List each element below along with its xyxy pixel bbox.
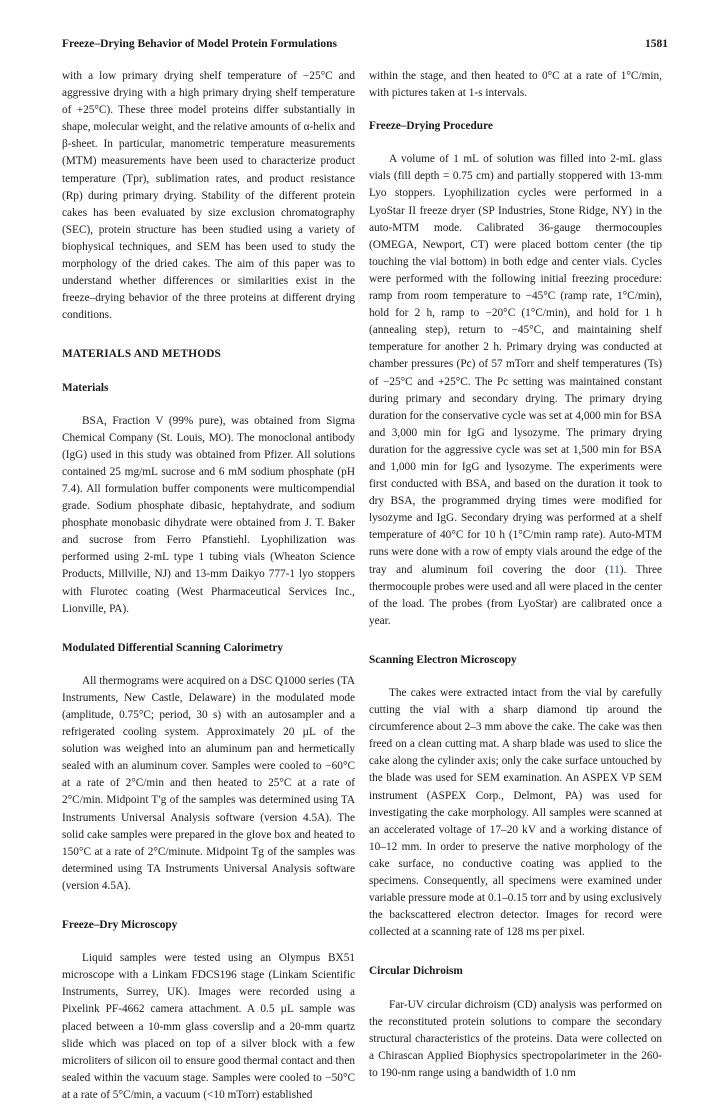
left-column xyxy=(62,68,355,1104)
materials-heading: Materials xyxy=(62,381,109,394)
materials-paragraph: BSA, Fraction V (99% pure), was obtained from Sigma Chemical Company (St. Louis, MO). The monoclonal antibody (IgG) used in this study was obtained from Pfizer. All solutions contained 25 mg/mL sucrose and 6 mM sodium phosphate (pH 7.4). All formulation buffer components were multicompendial grade. Sodium phosphate dibasic, heptahydrate, and sodium phosphate monobasic dihydrate were obtained from J. T. Baker and sucrose from Ferro Pfanstiehl. Lyophilization was performed using 2-mL type 1 tubing vials (Wheaton Science Products, Millville, NJ) and 13-mm Daikyo 777-1 lyo stoppers with Flurotec coating (West Pharmaceutical Services Inc., Lionville, PA). xyxy=(62,414,355,615)
procedure-text-tail: ). Three thermocouple probes were used and all were placed in the center of the load. The probes (from LyoStar) are calibrated once a year. xyxy=(369,563,662,627)
circular-dichroism-heading: Circular Dichroism xyxy=(369,965,463,978)
freeze-drying-procedure-paragraph xyxy=(369,151,662,630)
freeze-drying-procedure-heading: Freeze–Drying Procedure xyxy=(369,120,493,133)
procedure-text: A volume of 1 mL of solution was filled into 2-mL glass vials (fill depth = 0.75 cm) and partially stoppered with 13-mm Lyo stoppers. Lyophilization cycles were performed in a LyoStar II freeze dryer (SP Industries, Stone Ridge, NY) in the auto-MTM mode. Calibrated 36-gauge thermocouples (OMEGA, Newport, CT) were placed bottom center (the tip touching the vial bottom) in both edge and center vials. Cycles were performed with the following initial freezing procedure: ramp from room temperature to −45°C (ramp rate, 1°C/min), hold for 2 h, ramp to −20°C (1°C/min), and hold for 1 h (annealing step), return to −45°C, and maintaining shelf temperature for another 2 h. Primary drying was conducted at chamber pressures (Pc) of 57 mTorr and shelf temperatures (Ts) of −25°C and +25°C. The Pc setting was maintained constant during primary and secondary drying. The primary drying duration for the conservative cycle was set at 4,000 min for BSA and 3,000 min for IgG and lysozyme. The primary drying duration for the aggressive cycle was set at 1,500 min for BSA and 1,000 min for IgG and lysozyme. The experiments were first conducted with BSA, and based on the duration it took to dry BSA, the programmed drying times were modified for lysozyme and IgG. Secondary drying was performed at a shelf temperature of 40°C for 10 h (1°C/min ramp rate). Auto-MTM runs were done with a row of empty vials around the edge of the tray and aluminum foil covering the door ( xyxy=(369,153,663,576)
freeze-dry-microscopy-heading: Freeze–Dry Microscopy xyxy=(62,919,178,932)
freeze-dry-microscopy-continued: within the stage, and then heated to 0°C at a rate of 1°C/min, with pictures taken at 1-s intervals. xyxy=(369,70,662,100)
intro-paragraph: with a low primary drying shelf temperature of −25°C and aggressive drying with a high primary drying shelf temperature of +25°C). These three model proteins differ substantially in shape, molecular weight, and the relative amounts of α-helix and β-sheet. In particular, manometric temperature measurements (MTM) measurements have been used to characterize product temperature (Tpr), sublimation rates, and product resistance (Rp) during primary drying. Stability of the different protein cakes has been evaluated by size exclusion chromatography (SEC), protein structure has been studied using a variety of biophysical techniques, and SEM has been used to study the morphology of the dried cakes. The aim of this paper was to understand whether differences or similarities exist in the freeze–drying behavior of the three proteins at different drying conditions. xyxy=(62,70,355,322)
page-number: 1581 xyxy=(645,38,668,50)
circular-dichroism-paragraph: Far-UV circular dichroism (CD) analysis was performed on the reconstituted protein solutions to compare the secondary structural characteristics of the proteins. Data were collected on a Chirascan Applied Biophysics spectropolarimeter in the 260- to 190-nm range using a bandwidth of 1.0 nm xyxy=(369,998,662,1079)
mdsc-paragraph: All thermograms were acquired on a DSC Q1000 series (TA Instruments, New Castle, Delaware) in the modulated mode (amplitude, 0.75°C; period, 30 s) with an autosampler and a refrigerated cooling system. Approximately 20 µL of the solution was weighed into an aluminum pan and hermetically sealed with an aluminum cover. Samples were cooled to −60°C at a rate of 2°C/min and then heated to 25°C at a rate of 2°C/min. Midpoint T′g of the samples was determined using TA Instruments Universal Analysis software (version 4.5A). The solid cake samples were prepared in the glove box and heated to 150°C at a rate of 2°C/minute. Midpoint Tg of the samples was determined using TA Instruments Universal Analysis software (version 4.5A). xyxy=(62,674,355,892)
sem-paragraph: The cakes were extracted intact from the vial by carefully cutting the vial with a sharp diamond tip around the circumference about 2–3 mm above the cake. The cake was then freed on a clean cutting mat. A sharp blade was used to slice the cake along the cylinder axis; only the cake surface untouched by the blade was used for SEM examination. An ASPEX VP SEM instrument (ASPEX Corp., Delmont, PA) was used for investigating the cake morphology. All samples were scanned at an accelerated voltage of 17–20 kV and a working distance of 10–12 mm. In order to preserve the native morphology of the cake surface, no conductive coating was applied to the specimens. Consequently, all specimens were examined under variable pressure mode at 0.1–0.15 torr and by using exclusively the backscattered electron detector. Images for record were collected at a scanning rate of 128 ms per pixel. xyxy=(369,687,662,939)
right-column xyxy=(369,68,662,1082)
reference-link[interactable]: 11 xyxy=(608,563,620,576)
freeze-dry-microscopy-paragraph: Liquid samples were tested using an Olympus BX51 microscope with a Linkam FDCS196 stage (Linkam Scientific Instruments, Surrey, UK). Images were recorded using a Pixelink PF-4662 camera attachment. A 0.5 µL sample was placed between a 10-mm glass coverslip and a 20-mm quartz slide which was placed on top of a silver block with a few microliters of silicon oil to ensure good thermal contact and then sealed within the vacuum stage. Samples were cooled to −50°C at a rate of 5°C/min, a vacuum (<10 mTorr) established xyxy=(62,952,355,1101)
running-header xyxy=(62,38,668,54)
running-title: Freeze–Drying Behavior of Model Protein Formulations xyxy=(62,38,337,50)
mdsc-heading: Modulated Differential Scanning Calorimetry xyxy=(62,641,284,654)
sem-heading: Scanning Electron Microscopy xyxy=(369,653,517,666)
materials-methods-heading: MATERIALS AND METHODS xyxy=(62,348,222,361)
